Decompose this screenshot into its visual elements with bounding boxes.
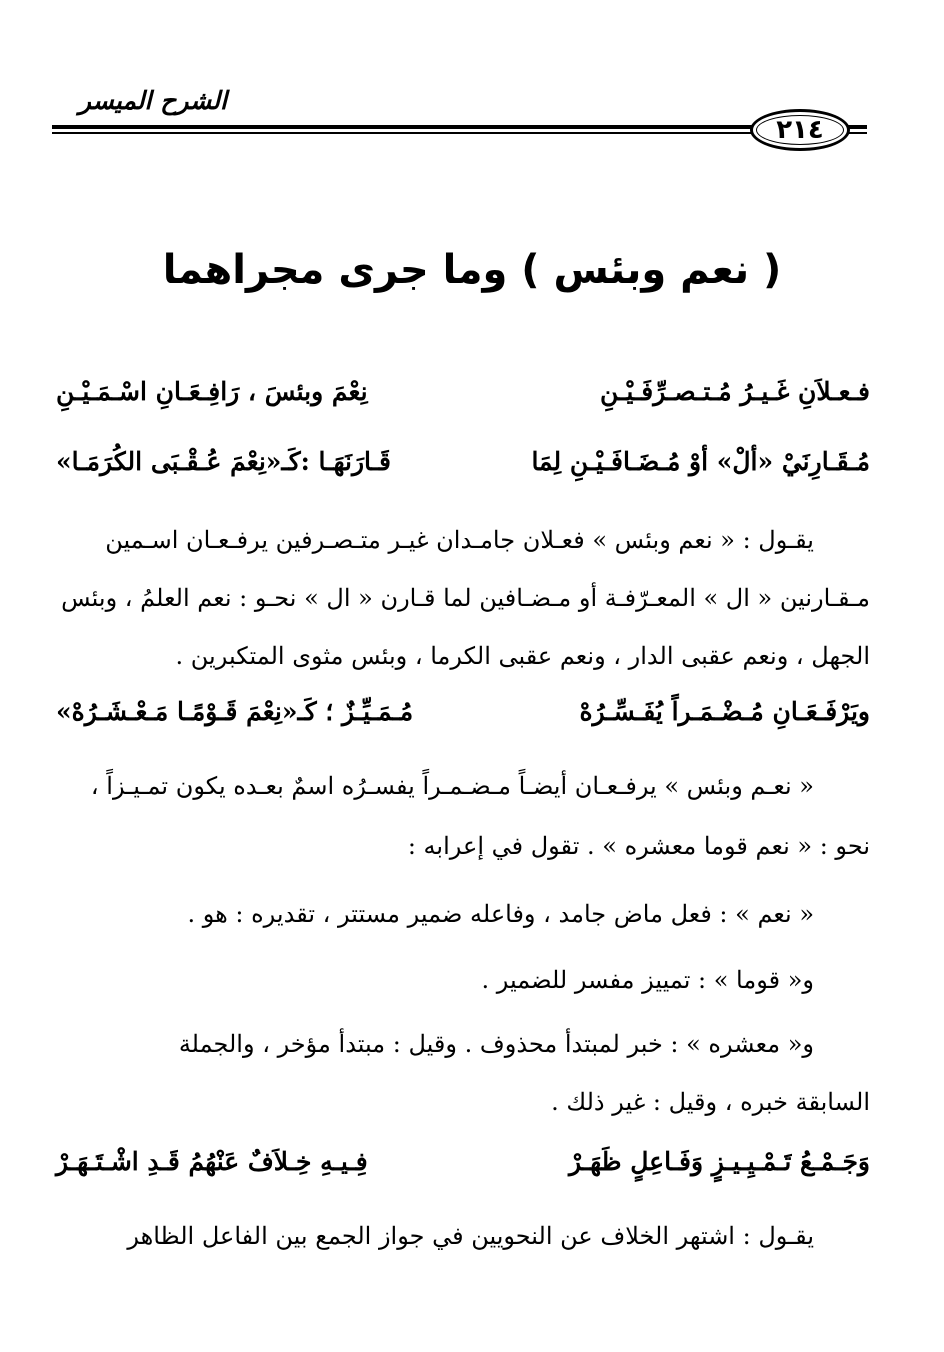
- prose-line: « نعم » : فعل ماض جامد ، وفاعله ضمير مستتر ، تقديره : هو .: [187, 900, 814, 928]
- verse-2-second-hemistich: قَـارَنَهَـا :كَـ«نِعْمَ عُـقْـبَى الكُرَمَـا»: [56, 447, 391, 476]
- verse-2-first-hemistich: مُـقَـارِنَيْ «ألْ» أوْ مُـضَـافَـيْـنِ لِمَا: [531, 447, 870, 476]
- verse-3-second-hemistich: مُـمَـيِّـزٌ ؛ كَـ«نِعْمَ قَـوْمًـا مَـعْـشَـرُهْ»: [56, 697, 414, 726]
- verse-4-first-hemistich: وَجَـمْـعُ تَـمْـيِـيـزٍ وَفَـاعِلٍ ظَهَـرْ: [569, 1147, 870, 1176]
- prose-line: « نعـم وبئس » يرفـعـان أيضـاً مـضـمـراً يفسـرُه اسمٌ بعـده يكون تمـيـزاً ،: [90, 772, 814, 800]
- prose-line: مـقـارنين « ال » المعـرّفـة أو مـضـافين لما قـارن « ال » نحـو : نعم العلمُ ، وبئس: [61, 584, 870, 612]
- running-head-title: الشرح الميسر: [78, 86, 227, 115]
- verse-1-second-hemistich: نِعْمَ وبئسَ ، رَافِـعَـانِ اسْـمَـيْـنِ: [56, 377, 368, 406]
- prose-line: السابقة خبره ، وقيل : غير ذلك .: [551, 1088, 870, 1116]
- page-number-badge: [750, 109, 850, 151]
- prose-line: الجهل ، ونعم عقبى الدار ، ونعم عقبى الكرما ، وبئس مثوى المتكبرين .: [175, 642, 870, 670]
- chapter-title: ( نعم وبئس ) وما جرى مجراهما: [162, 247, 782, 293]
- prose-line: يقـول : اشتهر الخلاف عن النحويين في جواز الجمع بين الفاعل الظاهر: [127, 1222, 814, 1250]
- page-number: ٢١٤: [776, 115, 824, 145]
- verse-4-second-hemistich: فِـيـهِ خِـلاَفٌ عَنْهُمُ قَـدِ اشْـتَـهَـرْ: [56, 1147, 368, 1176]
- verse-3-first-hemistich: ويَرْفَـعَـانِ مُـضْـمَـراً يُفَـسِّـرُهْ: [579, 697, 870, 726]
- header-rule-thick: [52, 125, 867, 129]
- prose-line: و« معشره » : خبر لمبتدأ محذوف . وقيل : مبتدأ مؤخر ، والجملة: [178, 1030, 814, 1058]
- header-rule-thin: [52, 132, 867, 134]
- prose-line: و« قوما » : تمييز مفسر للضمير .: [481, 966, 814, 994]
- verse-1-first-hemistich: فـعـلاَنِ غَـيـرُ مُـتـصـرِّفَـيْـنِ: [600, 377, 870, 406]
- prose-line: يقـول : « نعم وبئس » فعـلان جامـدان غيـر متـصـرفين يرفـعـان اسـمين: [105, 526, 814, 554]
- prose-line: نحو : « نعم قوما معشره » . تقول في إعرابه :: [407, 832, 870, 860]
